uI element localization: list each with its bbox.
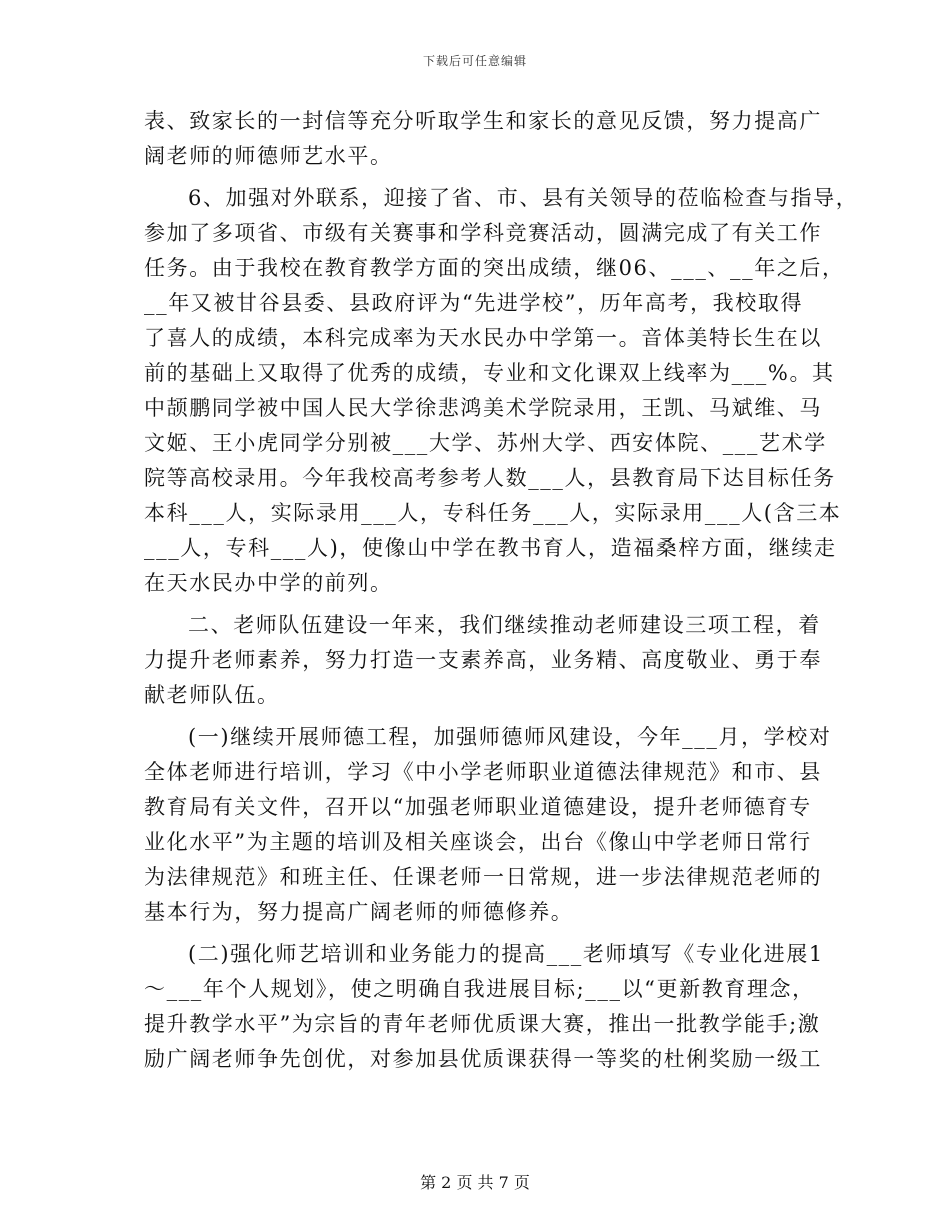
paragraph — [144, 104, 820, 174]
text-line: 业化水平”为主题的培训及相关座谈会，出台《像山中学老师日常行 — [144, 830, 812, 854]
text-line: (一)继续开展师德工程，加强师德师风建设，今年___月，学校对 — [188, 725, 832, 749]
text-line: 二、老师队伍建设一年来，我们继续推动老师建设三项工程，着 — [188, 613, 821, 637]
text-line: 励广阔老师争先创优，对参加县优质课获得一等奖的杜俐奖励一级工 — [144, 1047, 822, 1071]
text-line: 本科___人，实际录用___人，专科任务___人，实际录用___人(含三本 — [144, 501, 842, 525]
paragraph — [144, 608, 820, 713]
text-line: 在天水民办中学的前列。 — [144, 571, 393, 595]
text-line: 为法律规范》和班主任、任课老师一日常规，进一步法律规范老师的 — [144, 865, 822, 889]
text-line: 中颉鹏同学被中国人民大学徐悲鸿美术学院录用，王凯、马斌维、马 — [144, 396, 822, 420]
text-line: 文姬、王小虎同学分别被___大学、苏州大学、西安体院、___艺术学 — [144, 431, 827, 455]
paragraph — [144, 720, 832, 930]
text-line: (二)强化师艺培训和业务能力的提高___老师填写《专业化进展1 — [188, 942, 824, 966]
text-line: 基本行为，努力提高广阔老师的师德修养。 — [144, 900, 574, 924]
text-line: 任务。由于我校在教育教学方面的突出成绩，继06、___、__年之后， — [144, 256, 845, 280]
text-line: 院等高校录用。今年我校高考参考人数___人，县教育局下达目标任务 — [144, 466, 836, 490]
paragraph — [144, 181, 859, 601]
text-line: 献老师队伍。 — [144, 683, 280, 707]
paragraph — [144, 937, 824, 1077]
page-footer: 第 2 页 共 7 页 — [420, 1173, 530, 1192]
text-line: ～___年个人规划》，使之明确自我进展目标;___以“更新教育理念， — [144, 977, 815, 1001]
page-header: 下载后可任意编辑 — [422, 54, 527, 68]
text-line: __年又被甘谷县委、县政府评为“先进学校”，历年高考，我校取得 — [144, 291, 804, 315]
text-line: 6、加强对外联系，迎接了省、市、县有关领导的莅临检查与指导， — [188, 186, 859, 210]
text-line: 了喜人的成绩，本科完成率为天水民办中学第一。音体美特长生在以 — [144, 326, 822, 350]
text-line: 表、致家长的一封信等充分听取学生和家长的意见反馈，努力提高广 — [144, 109, 822, 133]
text-line: 力提升老师素养，努力打造一支素养高，业务精、高度敬业、勇于奉 — [144, 648, 822, 672]
text-line: 阔老师的师德师艺水平。 — [144, 144, 393, 168]
text-line: 教育局有关文件，召开以“加强老师职业道德建设，提升老师德育专 — [144, 795, 812, 819]
text-line: 前的基础上又取得了优秀的成绩，专业和文化课双上线率为___%。其 — [144, 361, 835, 385]
text-line: 提升教学水平”为宗旨的青年老师优质课大赛，推出一批教学能手;激 — [144, 1012, 821, 1036]
document-body — [144, 104, 859, 1077]
text-line: ___人，专科___人)，使像山中学在教书育人，造福桑梓方面，继续走 — [144, 536, 837, 560]
text-line: 全体老师进行培训，学习《中小学老师职业道德法律规范》和市、县 — [144, 760, 822, 784]
text-line: 参加了多项省、市级有关赛事和学科竞赛活动，圆满完成了有关工作 — [144, 221, 822, 245]
